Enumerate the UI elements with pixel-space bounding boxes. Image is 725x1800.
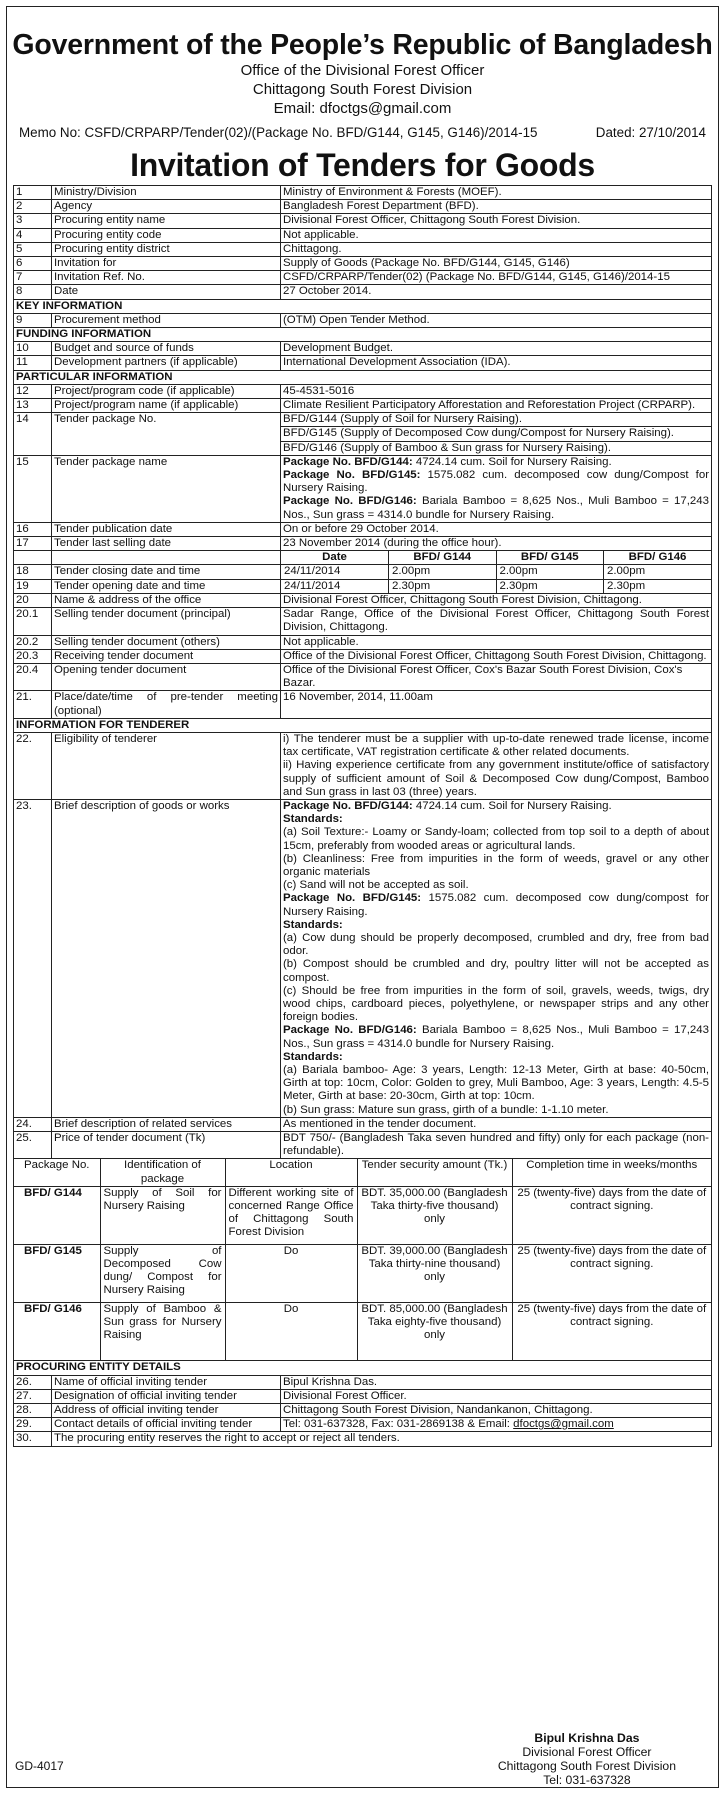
- table-row: [14, 228, 712, 242]
- package-location: Do: [225, 1302, 357, 1360]
- row-value: Development Budget.: [281, 342, 712, 356]
- row-label: Development partners (if applicable): [52, 356, 281, 370]
- row-label: Invitation Ref. No.: [52, 271, 281, 285]
- row-label: Ministry/Division: [52, 186, 281, 200]
- dates-header: BFD/ G144: [389, 551, 497, 564]
- row-number: 16: [14, 522, 52, 536]
- row-number: 11: [14, 356, 52, 370]
- package-location: Different working site of concerned Range Office of Chittagong South Forest Division: [225, 1186, 357, 1244]
- standards-label: Standards:: [283, 813, 343, 826]
- row-label: Tender publication date: [52, 522, 281, 536]
- package-header: Location: [225, 1159, 357, 1186]
- row-label: Selling tender document (principal): [52, 608, 281, 635]
- row-label: Tender last selling date: [52, 537, 281, 551]
- package-bold: Package No. BFD/G144:: [283, 799, 413, 812]
- table-row: [14, 356, 712, 370]
- row-number: 1: [14, 186, 52, 200]
- goods-paragraph: [283, 892, 709, 918]
- table-row: [14, 663, 712, 690]
- row-number: 20.1: [14, 608, 52, 635]
- contact-text: Tel: 031-637328, Fax: 031-2869138 & Email:: [283, 1418, 514, 1431]
- goods-paragraph: [283, 800, 709, 813]
- signatory-division: Chittagong South Forest Division: [497, 1759, 676, 1773]
- division-line: Chittagong South Forest Division: [252, 81, 473, 98]
- row-label: Selling tender document (others): [52, 635, 281, 649]
- standard-item: (b) Compost should be crumbled and dry, poultry litter will not be accepted as compost.: [283, 958, 709, 984]
- section-heading: [14, 718, 712, 732]
- row-label: Invitation for: [52, 257, 281, 271]
- dates-table: [281, 551, 711, 564]
- row-number: 12: [14, 384, 52, 398]
- row-value: [281, 732, 712, 799]
- signatory-title: Divisional Forest Officer: [522, 1745, 652, 1759]
- row-value: 45-4531-5016: [281, 384, 712, 398]
- table-row: [14, 635, 712, 649]
- section-title: PARTICULAR INFORMATION: [14, 370, 712, 384]
- row-value: 23 November 2014 (during the office hour).: [281, 537, 712, 551]
- row-number: 29.: [14, 1418, 52, 1432]
- package-text: 4724.14 cum. Soil for Nursery Raising.: [412, 455, 612, 468]
- row-number: 18: [14, 565, 52, 579]
- table-row: [14, 537, 712, 551]
- package-bold: Package No. BFD/G144:: [283, 455, 413, 468]
- row-value: [281, 799, 712, 1117]
- row-value: Ministry of Environment & Forests (MOEF).: [281, 186, 712, 200]
- table-row: [14, 1403, 712, 1417]
- memo-date: Dated: 27/10/2014: [595, 125, 706, 140]
- row-label: Place/date/time of pre-tender meeting (optional): [52, 691, 281, 718]
- row-label: Budget and source of funds: [52, 342, 281, 356]
- dates-header: Date: [281, 551, 389, 564]
- signature-block: [498, 1731, 676, 1787]
- package-bold: Package No. BFD/G145:: [283, 469, 421, 482]
- row-label: Designation of official inviting tender: [52, 1389, 281, 1403]
- package-row: [14, 1302, 711, 1360]
- row-value: [281, 413, 712, 456]
- row-number: 4: [14, 228, 52, 242]
- package-identification: Supply of Decomposed Cow dung/ Compost for Nursery Raising: [100, 1244, 225, 1302]
- package-number: BFD/ G145: [14, 1244, 100, 1302]
- row-value: On or before 29 October 2014.: [281, 522, 712, 536]
- package-paragraph: [283, 469, 709, 495]
- row-number: 6: [14, 257, 52, 271]
- time-cell: 2.00pm: [496, 565, 604, 578]
- package-header: Tender security amount (Tk.): [357, 1159, 512, 1186]
- standard-item: (a) Bariala bamboo- Age: 3 years, Length: 12-13 Meter, Girth at base: 40-50cm, Girth at top: 10cm, Color: Golden to grey, Muli Bamboo, Age: 3 years, Length: 4.5-5 Meter, Girth at base: 20-30cm, Girth at top: 10cm.: [283, 1064, 709, 1103]
- standard-item: (a) Soil Texture:- Loamy or Sandy-loam; collected from top soil to a depth of about 15cm, preferably from wooded areas or agricultural lands.: [283, 826, 709, 852]
- table-row: [14, 257, 712, 271]
- table-row: [14, 691, 712, 718]
- row-value: Chittagong.: [281, 242, 712, 256]
- package-paragraph: [283, 495, 709, 521]
- standard-item: (c) Sand will not be accepted as soil.: [283, 879, 469, 892]
- package-row: [14, 1186, 711, 1244]
- tender-table: [13, 185, 712, 1447]
- row-value: (OTM) Open Tender Method.: [281, 313, 712, 327]
- row-number: 10: [14, 342, 52, 356]
- row-number: 22.: [14, 732, 52, 799]
- time-cell: 2.30pm: [496, 580, 604, 593]
- package-line: BFD/G145 (Supply of Decomposed Cow dung/Compost for Nursery Raising).: [281, 427, 711, 441]
- standard-item: (b) Cleanliness: Free from impurities in the form of weeds, gravel or any other organic materials: [283, 852, 709, 878]
- row-number: 20: [14, 593, 52, 607]
- standard-item: (a) Cow dung should be properly decomposed, crumbled and dry, free from bad odor.: [283, 931, 709, 958]
- row-number: 28.: [14, 1403, 52, 1417]
- package-line: BFD/G146 (Supply of Bamboo & Sun grass for Nursery Raising).: [283, 441, 612, 454]
- row-value: BDT 750/- (Bangladesh Taka seven hundred and fifty) only for each package (non-refundable).: [281, 1132, 712, 1159]
- table-row: [14, 1432, 712, 1446]
- package-completion: 25 (twenty-five) days from the date of contract signing.: [512, 1186, 711, 1244]
- row-label: Project/program name (if applicable): [52, 399, 281, 413]
- eligibility-text: i) The tenderer must be a supplier with up-to-date renewed trade license, income tax certificate, VAT registration certificate & other related documents.: [283, 732, 709, 759]
- package-text: Bariala Bamboo = 8,625 Nos., Muli Bamboo = 17,243 Nos., Sun grass = 4314.0 bundle for Nursery Raising.: [283, 495, 710, 521]
- row-number: 20.3: [14, 649, 52, 663]
- section-title: PROCURING ENTITY DETAILS: [14, 1361, 712, 1375]
- row-value: Divisional Forest Officer, Chittagong South Forest Division.: [281, 214, 712, 228]
- row-label: Procuring entity name: [52, 214, 281, 228]
- email-link[interactable]: dfoctgs@gmail.com: [513, 1418, 614, 1431]
- table-row: [14, 455, 712, 522]
- memo-number: Memo No: CSFD/CRPARP/Tender(02)/(Package No. BFD/G144, G145, G146)/2014-15: [19, 125, 538, 140]
- row-number: 23.: [14, 799, 52, 1117]
- section-heading: [14, 299, 712, 313]
- row-label: Procuring entity district: [52, 242, 281, 256]
- email-line: Email: dfoctgs@gmail.com: [273, 100, 452, 117]
- standards-label: Standards:: [283, 1050, 343, 1063]
- table-row: [14, 1117, 712, 1131]
- tender-notice: [6, 6, 719, 1788]
- table-row: [14, 242, 712, 256]
- office-line: Office of the Divisional Forest Officer: [240, 62, 485, 79]
- package-bold: Package No. BFD/G146:: [283, 495, 417, 508]
- row-label: Date: [52, 285, 281, 299]
- date-cell: 24/11/2014: [281, 565, 389, 578]
- package-number: BFD/ G144: [14, 1186, 100, 1244]
- row-number: 27.: [14, 1389, 52, 1403]
- row-number: 20.2: [14, 635, 52, 649]
- package-security: BDT. 39,000.00 (Bangladesh Taka thirty-nine thousand) only: [357, 1244, 512, 1302]
- row-number: 13: [14, 399, 52, 413]
- row-label: Project/program code (if applicable): [52, 384, 281, 398]
- government-heading: Government of the People’s Republic of Bangladesh: [12, 29, 713, 61]
- row-label: Brief description of goods or works: [52, 799, 281, 1117]
- row-value: Office of the Divisional Forest Officer, Cox's Bazar South Forest Division, Cox's Bazar.: [281, 663, 712, 690]
- row-label: Receiving tender document: [52, 649, 281, 663]
- section-title: INFORMATION FOR TENDERER: [14, 718, 712, 732]
- row-value: [281, 1418, 712, 1432]
- table-row: [14, 732, 712, 799]
- package-security: BDT. 35,000.00 (Bangladesh Taka thirty-five thousand) only: [357, 1186, 512, 1244]
- table-row: [14, 214, 712, 228]
- row-number: 26.: [14, 1375, 52, 1389]
- row-label: Procuring entity code: [52, 228, 281, 242]
- row-value: Not applicable.: [281, 635, 712, 649]
- row-value: Chittagong South Forest Division, Nandankanon, Chittagong.: [281, 1403, 712, 1417]
- row-label: Price of tender document (Tk): [52, 1132, 281, 1159]
- table-row: [14, 271, 712, 285]
- row-value: Office of the Divisional Forest Officer, Chittagong South Forest Division, Chittagong.: [281, 649, 712, 663]
- row-label: Procurement method: [52, 313, 281, 327]
- table-row: [14, 1375, 712, 1389]
- signatory-name: Bipul Krishna Das: [534, 1731, 640, 1745]
- row-number: 20.4: [14, 663, 52, 690]
- row-value: [281, 455, 712, 522]
- row-number: 5: [14, 242, 52, 256]
- row-number: 8: [14, 285, 52, 299]
- row-number: 2: [14, 200, 52, 214]
- table-row: [14, 413, 712, 456]
- row-label: Brief description of related services: [52, 1117, 281, 1131]
- table-row: [14, 186, 712, 200]
- section-title: FUNDING INFORMATION: [14, 328, 712, 342]
- table-row: [14, 285, 712, 299]
- row-number: 9: [14, 313, 52, 327]
- row-label: Contact details of official inviting tender: [52, 1418, 281, 1432]
- table-row: [14, 342, 712, 356]
- row-number: 19: [14, 579, 52, 593]
- package-bold: Package No. BFD/G146:: [283, 1024, 417, 1037]
- row-label: Opening tender document: [52, 663, 281, 690]
- row-number: 30.: [14, 1432, 52, 1446]
- table-row: [14, 799, 712, 1117]
- table-row: [14, 313, 712, 327]
- row-number: 24.: [14, 1117, 52, 1131]
- row-number: 3: [14, 214, 52, 228]
- row-label: Eligibility of tenderer: [52, 732, 281, 799]
- dates-header: BFD/ G145: [496, 551, 604, 564]
- row-value: Bangladesh Forest Department (BFD).: [281, 200, 712, 214]
- table-row: [14, 1389, 712, 1403]
- row-value: 16 November, 2014, 11.00am: [281, 691, 712, 718]
- section-heading: [14, 370, 712, 384]
- row-value: CSFD/CRPARP/Tender(02) (Package No. BFD/G144, G145, G146)/2014-15: [281, 271, 712, 285]
- time-cell: 2.00pm: [389, 565, 497, 578]
- package-table-row: [14, 1159, 712, 1361]
- dates-header: BFD/ G146: [628, 551, 687, 564]
- table-row: [14, 565, 712, 579]
- row-label: Tender opening date and time: [52, 579, 281, 593]
- dates-table-row: [14, 551, 712, 565]
- package-identification: Supply of Soil for Nursery Raising: [100, 1186, 225, 1244]
- package-text: 1575.082 cum. decomposed cow dung/compost for Nursery Raising.: [283, 892, 709, 918]
- package-text: Bariala Bamboo = 8,625 Nos., Muli Bamboo = 17,243 Nos., Sun grass = 4314.0 bundle for Nursery Raising.: [283, 1024, 710, 1050]
- row-value: Climate Resilient Participatory Afforestation and Reforestation Project (CRPARP).: [281, 399, 712, 413]
- row-value: International Development Association (IDA).: [281, 356, 712, 370]
- standard-item: (b) Sun grass: Mature sun grass, girth of a bundle: 1-1.10 meter.: [283, 1103, 609, 1116]
- package-line: BFD/G144 (Supply of Soil for Nursery Raising).: [281, 413, 711, 427]
- eligibility-text: ii) Having experience certificate from any government institute/office of satisfactory supply of sufficient amount of Soil & Decomposed Cow dung/Compost, Bamboo and Sun grass in last 03 (three) years.: [283, 759, 709, 798]
- notice-header: [7, 29, 718, 118]
- standards-label: Standards:: [283, 918, 343, 931]
- table-row: [14, 649, 712, 663]
- table-row: [14, 608, 712, 635]
- signatory-phone: Tel: 031-637328: [543, 1773, 631, 1787]
- row-label: Tender closing date and time: [52, 565, 281, 579]
- table-row: [14, 1418, 712, 1432]
- package-text: 1575.082 cum. decomposed cow dung/Compost for Nursery Raising.: [283, 469, 710, 495]
- goods-paragraph: [283, 1024, 709, 1050]
- footer-code: GD-4017: [15, 1759, 64, 1773]
- package-security: BDT. 85,000.00 (Bangladesh Taka eighty-five thousand) only: [357, 1302, 512, 1360]
- package-location: Do: [225, 1244, 357, 1302]
- row-value: 27 October 2014.: [281, 285, 712, 299]
- row-label: Tender package No.: [52, 413, 281, 456]
- package-header: Identification of package: [100, 1159, 225, 1186]
- row-number: 25.: [14, 1132, 52, 1159]
- row-number: 15: [14, 455, 52, 522]
- row-value: Sadar Range, Office of the Divisional Forest Officer, Chittagong South Forest Division, Chittagong.: [281, 608, 712, 635]
- row-value: Divisional Forest Officer, Chittagong South Forest Division, Chittagong.: [281, 593, 712, 607]
- row-value: The procuring entity reserves the right to accept or reject all tenders.: [52, 1432, 712, 1446]
- notice-title: Invitation of Tenders for Goods: [130, 147, 595, 183]
- package-table: [14, 1159, 711, 1360]
- date-cell: 24/11/2014: [281, 580, 389, 593]
- table-row: [14, 579, 712, 593]
- table-row: [14, 399, 712, 413]
- row-number: 21.: [14, 691, 52, 718]
- table-row: [14, 384, 712, 398]
- row-value: As mentioned in the tender document.: [281, 1117, 712, 1131]
- row-label: Tender package name: [52, 455, 281, 522]
- row-value: Not applicable.: [281, 228, 712, 242]
- time-cell: 2.00pm: [607, 565, 646, 578]
- row-number: 7: [14, 271, 52, 285]
- section-heading: [14, 1361, 712, 1375]
- table-row: [14, 593, 712, 607]
- table-row: [14, 522, 712, 536]
- row-value: Supply of Goods (Package No. BFD/G144, G145, G146): [281, 257, 712, 271]
- row-label: Agency: [52, 200, 281, 214]
- package-header: Package No.: [14, 1159, 100, 1186]
- row-label: Name & address of the office: [52, 593, 281, 607]
- section-heading: [14, 328, 712, 342]
- row-value: Divisional Forest Officer.: [281, 1389, 712, 1403]
- package-completion: 25 (twenty-five) days from the date of contract signing.: [512, 1302, 711, 1360]
- package-number: BFD/ G146: [14, 1302, 100, 1360]
- package-identification: Supply of Bamboo & Sun grass for Nursery Raising: [100, 1302, 225, 1360]
- time-cell: 2.30pm: [389, 580, 497, 593]
- package-row: [14, 1244, 711, 1302]
- table-row: [14, 200, 712, 214]
- memo-line: [7, 118, 718, 141]
- row-number: 17: [14, 537, 52, 551]
- section-title: KEY INFORMATION: [14, 299, 712, 313]
- table-row: [14, 1132, 712, 1159]
- package-completion: 25 (twenty-five) days from the date of contract signing.: [512, 1244, 711, 1302]
- package-header: Completion time in weeks/months: [526, 1159, 698, 1172]
- row-label: Address of official inviting tender: [52, 1403, 281, 1417]
- package-bold: Package No. BFD/G145:: [283, 892, 422, 905]
- row-label: Name of official inviting tender: [52, 1375, 281, 1389]
- row-value: Bipul Krishna Das.: [281, 1375, 712, 1389]
- row-number: 14: [14, 413, 52, 456]
- package-text: 4724.14 cum. Soil for Nursery Raising.: [412, 799, 612, 812]
- time-cell: 2.30pm: [607, 579, 646, 592]
- package-paragraph: [283, 456, 709, 469]
- standard-item: (c) Should be free from impurities in the form of soil, gravels, weeds, twigs, dry wood chips, cardboard pieces, polyethylene, or newspaper strips and any other foreign bodies.: [283, 984, 709, 1024]
